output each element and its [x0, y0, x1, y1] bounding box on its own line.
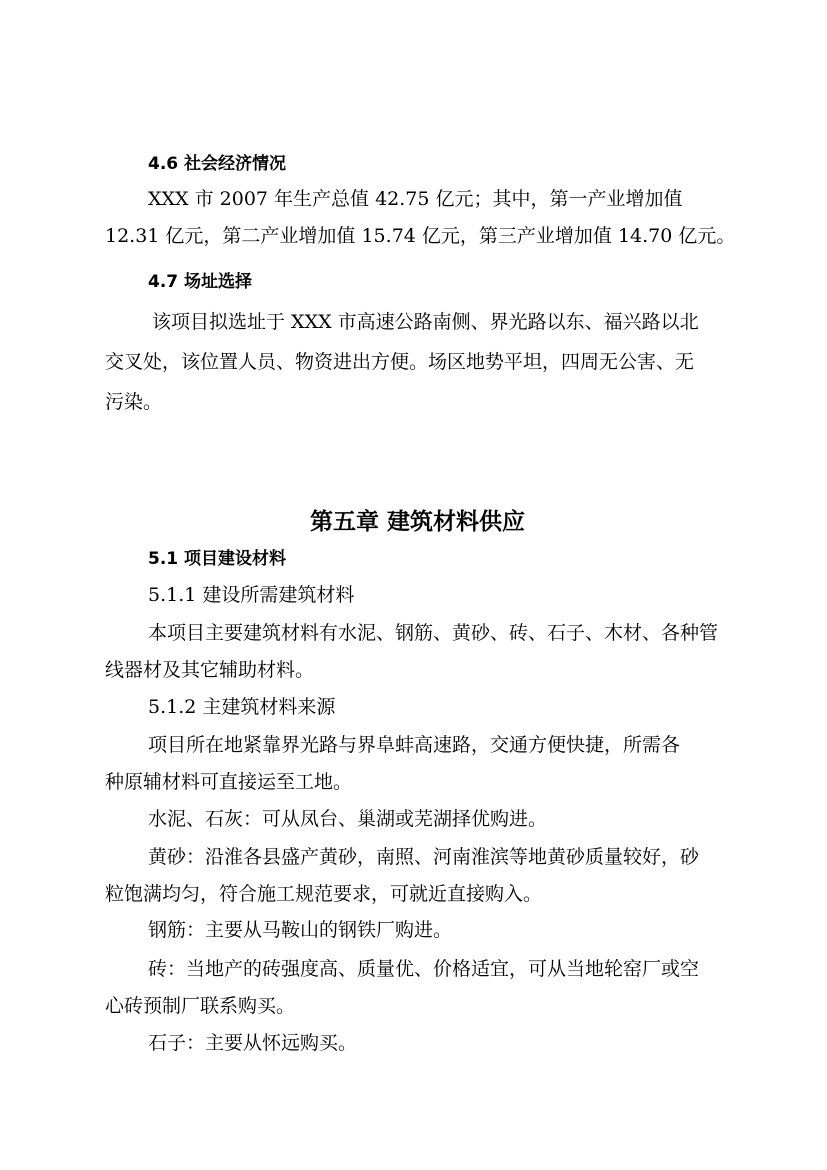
section-4-7-paragraph-line-2: 交叉处，该位置人员、物资进出方便。场区地势平坦，四周无公害、无: [105, 351, 695, 373]
section-4-6-heading: 4.6 社会经济情况: [148, 154, 287, 174]
stone-line: 石子：主要从怀远购买。: [148, 1032, 358, 1054]
rebar-line: 钢筋：主要从马鞍山的钢铁厂购进。: [148, 919, 453, 941]
cement-lime-line: 水泥、石灰：可从凤台、巢湖或芜湖择优购进。: [148, 808, 548, 830]
subsection-5-1-1-heading: 5.1.1 建设所需建筑材料: [148, 584, 355, 606]
brick-paragraph-line-1: 砖：当地产的砖强度高、质量优、价格适宜，可从当地轮窑厂或空: [148, 958, 700, 980]
section-4-6-paragraph-line-2: 12.31 亿元，第二产业增加值 15.74 亿元，第三产业增加值 14.70 亿元。: [105, 225, 736, 247]
section-4-7-paragraph-line-1: 该项目拟选址于 XXX 市高速公路南侧、界光路以东、福兴路以北: [152, 311, 699, 333]
section-4-7-paragraph-line-3: 污染。: [105, 391, 163, 413]
sand-paragraph-line-1: 黄砂：沿淮各县盛产黄砂，南照、河南淮滨等地黄砂质量较好，砂: [148, 846, 700, 868]
section-4-7-heading: 4.7 场址选择: [148, 272, 253, 292]
section-5-1-heading: 5.1 项目建设材料: [148, 549, 287, 569]
brick-paragraph-line-2: 心砖预制厂联系购买。: [105, 995, 296, 1017]
source-paragraph-line-1: 项目所在地紧靠界光路与界阜蚌高速路，交通方便快捷，所需各: [148, 734, 681, 756]
source-paragraph-line-2: 种原辅材料可直接运至工地。: [105, 771, 353, 793]
materials-paragraph-line-2: 线器材及其它辅助材料。: [105, 659, 315, 681]
chapter-5-title: 第五章 建筑材料供应: [310, 509, 526, 535]
subsection-5-1-2-heading: 5.1.2 主建筑材料来源: [148, 696, 336, 718]
materials-paragraph-line-1: 本项目主要建筑材料有水泥、钢筋、黄砂、砖、石子、木材、各种管: [148, 622, 719, 644]
section-4-6-paragraph-line-1: XXX 市 2007 年生产总值 42.75 亿元；其中，第一产业增加值: [148, 188, 683, 210]
sand-paragraph-line-2: 粒饱满均匀，符合施工规范要求，可就近直接购入。: [105, 883, 543, 905]
